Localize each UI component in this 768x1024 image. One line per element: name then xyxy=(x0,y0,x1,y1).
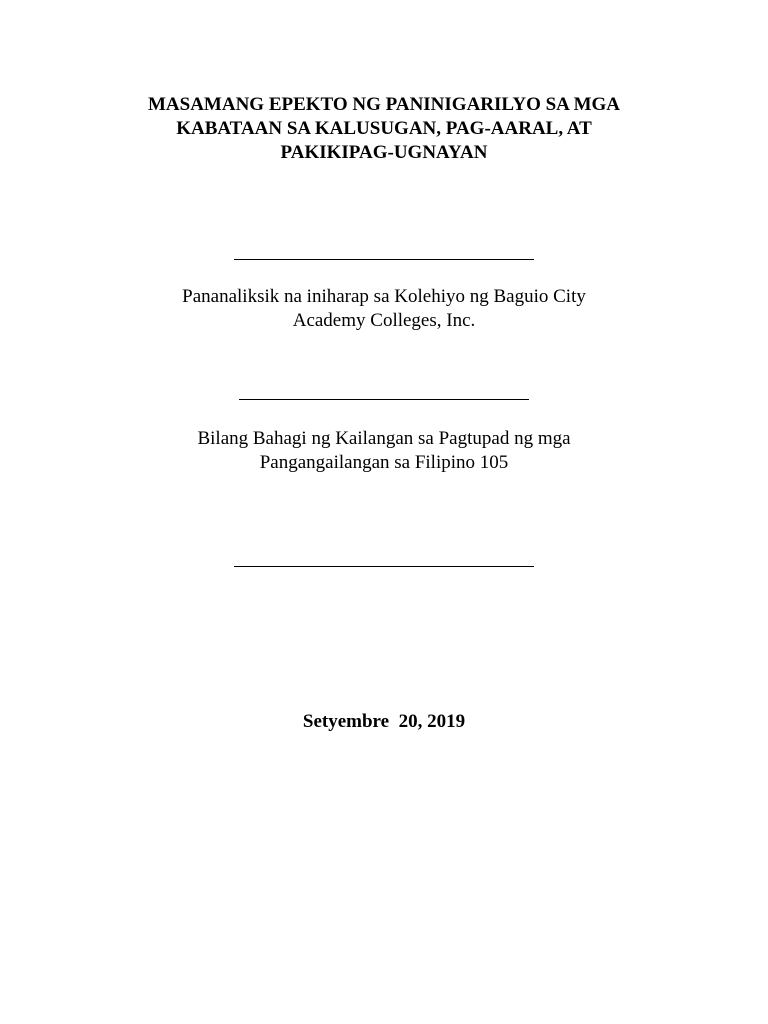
submission-line-2: Academy Colleges, Inc. xyxy=(292,310,476,331)
divider-line-2 xyxy=(239,399,529,400)
divider-line-3 xyxy=(234,566,534,567)
title-line-2: KABATAAN SA KALUSUGAN, PAG-AARAL, AT xyxy=(176,118,592,139)
document-title xyxy=(84,93,684,165)
requirement-statement xyxy=(84,427,684,475)
requirement-line-1: Bilang Bahagi ng Kailangan sa Pagtupad ng mga xyxy=(197,428,571,449)
title-line-3: PAKIKIPAG-UGNAYAN xyxy=(280,142,488,163)
title-line-1: MASAMANG EPEKTO NG PANINIGARILYO SA MGA xyxy=(147,94,621,115)
submission-statement xyxy=(84,285,684,333)
document-date: Setyembre 20, 2019 xyxy=(302,711,466,732)
submission-line-1: Pananaliksik na iniharap sa Kolehiyo ng Baguio City xyxy=(182,286,586,307)
requirement-line-2: Pangangailangan sa Filipino 105 xyxy=(259,452,509,473)
divider-line-1 xyxy=(234,259,534,260)
